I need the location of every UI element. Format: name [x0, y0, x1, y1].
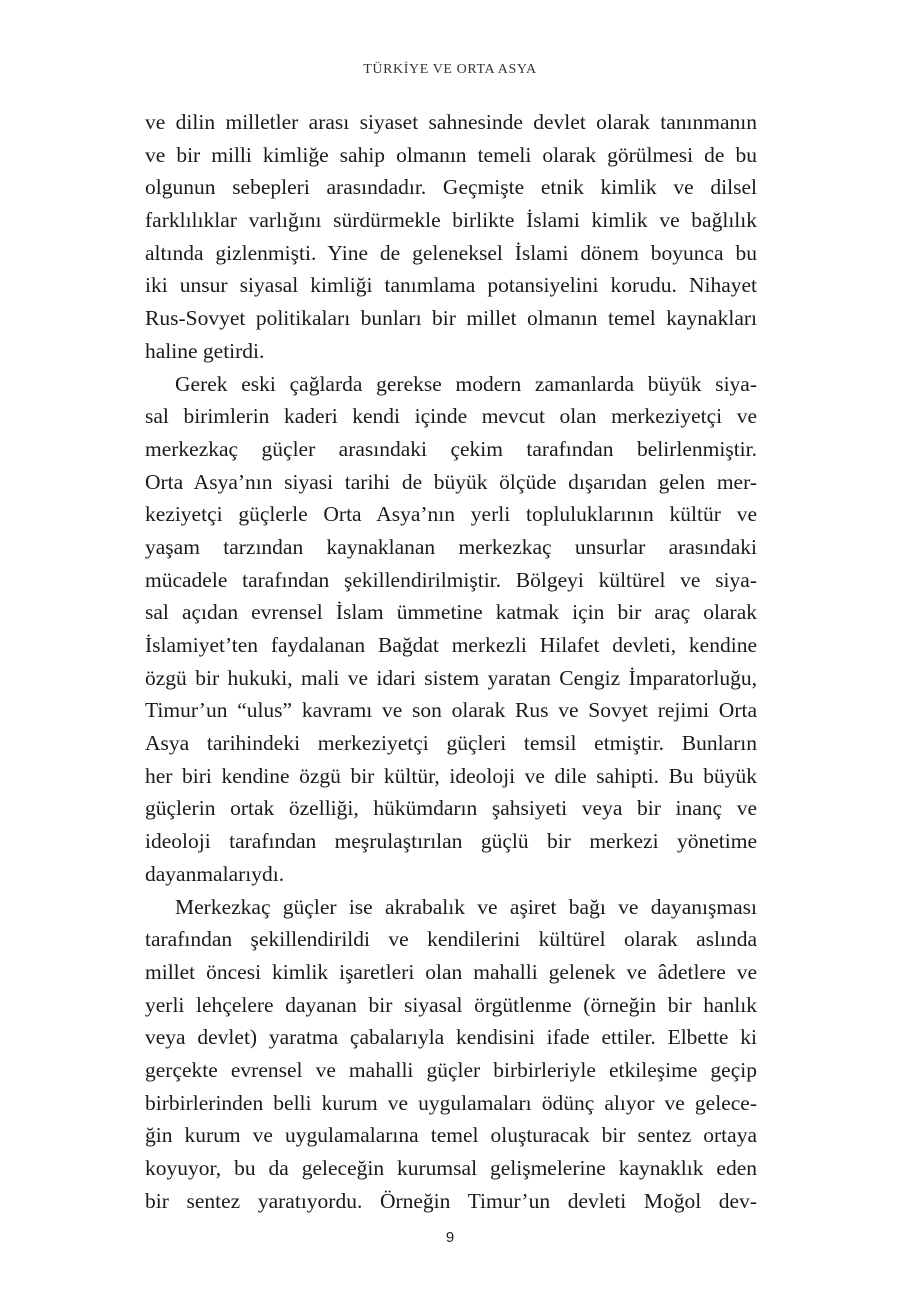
text-line: bir sentez yaratıyordu. Örneğin Timur’un devleti Moğol dev-	[145, 1188, 757, 1213]
text-line: altında gizlenmişti. Yine de geleneksel İslami dönem boyunca bu	[145, 240, 757, 265]
text-line: tarafından şekillendirildi ve kendilerini kültürel olarak aslında	[145, 927, 757, 952]
text-line: Merkezkaç güçler ise akrabalık ve aşiret bağı ve dayanışması	[175, 894, 757, 919]
text-line: haline getirdi.	[145, 338, 265, 363]
page-number: 9	[445, 1229, 455, 1246]
text-line: ideoloji tarafından meşrulaştırılan güçlü bir merkezi yönetime	[145, 829, 757, 854]
text-line: mücadele tarafından şekillendirilmiştir. Bölgeyi kültürel ve siya-	[145, 567, 757, 592]
paragraph-3	[145, 891, 757, 1218]
text-line: güçlerin ortak özelliği, hükümdarın şahsiyeti veya bir inanç ve	[145, 796, 757, 821]
text-line: özgü bir hukuki, mali ve idari sistem yaratan Cengiz İmparatorluğu,	[145, 665, 757, 690]
text-line: sal açıdan evrensel İslam ümmetine katmak için bir araç olarak	[145, 600, 757, 625]
text-line: her biri kendine özgü bir kültür, ideoloji ve dile sahipti. Bu büyük	[145, 763, 757, 788]
text-line: millet öncesi kimlik işaretleri olan mahalli gelenek ve âdetlere ve	[145, 959, 757, 984]
text-line: dayanmalarıydı.	[145, 861, 285, 886]
text-line: veya devlet) yaratma çabalarıyla kendisini ifade ettiler. Elbette ki	[145, 1025, 757, 1050]
text-line: Orta Asya’nın siyasi tarihi de büyük ölçüde dışarıdan gelen mer-	[145, 469, 757, 494]
text-line: merkezkaç güçler arasındaki çekim tarafından belirlenmiştir.	[145, 436, 757, 461]
text-line: birbirlerinden belli kurum ve uygulamaları ödünç alıyor ve gelece-	[145, 1090, 757, 1115]
text-line: keziyetçi güçlerle Orta Asya’nın yerli topluluklarının kültür ve	[145, 502, 757, 527]
text-line: İslamiyet’ten faydalanan Bağdat merkezli Hilafet devleti, kendine	[145, 633, 757, 657]
text-line: Rus-Sovyet politikaları bunları bir millet olmanın temel kaynakları	[145, 306, 757, 331]
text-line: yerli lehçelere dayanan bir siyasal örgütlenme (örneğin bir hanlık	[145, 992, 757, 1017]
text-line: farklılıklar varlığını sürdürmekle birlikte İslami kimlik ve bağlılık	[145, 208, 757, 233]
text-line: ve dilin milletler arası siyaset sahnesinde devlet olarak tanınmanın	[145, 110, 757, 134]
text-line: ğin kurum ve uygulamalarına temel oluşturacak bir sentez ortaya	[145, 1123, 757, 1148]
text-line: Asya tarihindeki merkeziyetçi güçleri temsil etmiştir. Bunların	[145, 731, 757, 756]
text-line: sal birimlerin kaderi kendi içinde mevcut olan merkeziyetçi ve	[145, 404, 757, 429]
text-line: ve bir milli kimliğe sahip olmanın temeli olarak görülmesi de bu	[145, 142, 757, 167]
running-head: TÜRKİYE VE ORTA ASYA	[363, 62, 537, 77]
text-line: koyuyor, bu da geleceğin kurumsal gelişmelerine kaynaklık eden	[145, 1156, 757, 1180]
text-line: iki unsur siyasal kimliği tanımlama potansiyelini korudu. Nihayet	[145, 273, 757, 298]
text-line: Gerek eski çağlarda gerekse modern zamanlarda büyük siya-	[175, 371, 757, 396]
paragraph-1	[145, 106, 757, 368]
text-line: olgunun sebepleri arasındadır. Geçmişte etnik kimlik ve dilsel	[145, 175, 757, 200]
text-line: Timur’un “ulus” kavramı ve son olarak Rus ve Sovyet rejimi Orta	[145, 698, 757, 723]
paragraph-2	[145, 368, 757, 891]
text-line: gerçekte evrensel ve mahalli güçler birbirleriyle etkileşime geçip	[145, 1057, 757, 1082]
text-line: yaşam tarzından kaynaklanan merkezkaç unsurlar arasındaki	[145, 534, 757, 559]
body-text	[145, 106, 757, 1217]
